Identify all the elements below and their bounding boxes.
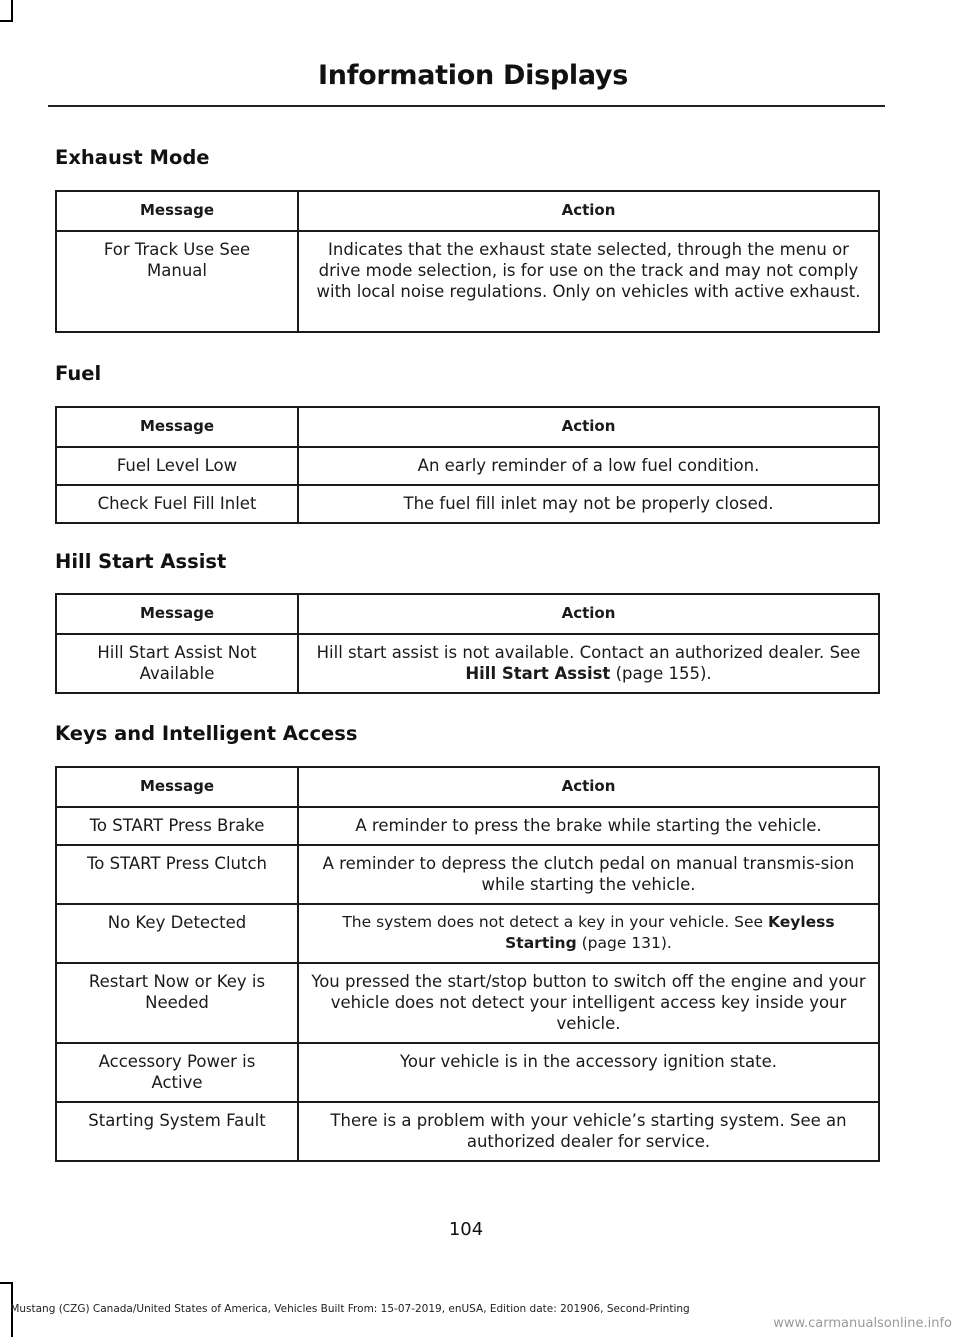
section-title-exhaust-mode: Exhaust Mode (55, 146, 210, 169)
table-row (56, 807, 879, 845)
action-cell: The fuel fill inlet may not be properly closed. (298, 485, 879, 523)
column-header-action: Action (298, 594, 879, 634)
watermark: www.carmanualsonline.info (773, 1316, 952, 1331)
message-cell: To START Press Clutch (56, 845, 298, 904)
cross-reference-link[interactable]: Hill Start Assist (465, 664, 611, 683)
crop-mark-top-left (11, 0, 13, 22)
header-divider (48, 105, 885, 107)
column-header-action: Action (298, 767, 879, 807)
message-cell: No Key Detected (56, 904, 298, 963)
crop-mark-top-left-h (0, 20, 13, 22)
cross-reference-link[interactable]: Keyless Starting (505, 913, 835, 952)
table-header-row (56, 407, 879, 447)
message-cell: Restart Now or Key is Needed (56, 963, 298, 1043)
column-header-message: Message (56, 191, 298, 231)
section-title-hill-start-assist: Hill Start Assist (55, 550, 227, 573)
message-cell: Hill Start Assist Not Available (56, 634, 298, 693)
section-title-fuel: Fuel (55, 362, 102, 385)
action-cell: Your vehicle is in the accessory ignition state. (298, 1043, 879, 1102)
action-cell: An early reminder of a low fuel condition. (298, 447, 879, 485)
column-header-action: Action (298, 407, 879, 447)
page-reference: (page 131). (581, 934, 672, 952)
column-header-message: Message (56, 407, 298, 447)
action-text: The system does not detect a key in your vehicle. (342, 913, 730, 931)
table-row (56, 447, 879, 485)
footer-edition-info: Mustang (CZG) Canada/United States of America, Vehicles Built From: 15-07-2019, enUSA, Edition date: 201906, Second-Printing (10, 1303, 690, 1315)
column-header-action: Action (298, 191, 879, 231)
message-cell: Fuel Level Low (56, 447, 298, 485)
table-fuel (55, 406, 880, 524)
table-row (56, 231, 879, 332)
see-text: See (829, 643, 861, 662)
table-header-row (56, 767, 879, 807)
table-exhaust-mode (55, 190, 880, 333)
table-row (56, 634, 879, 693)
message-cell: To START Press Brake (56, 807, 298, 845)
action-cell: There is a problem with your vehicle’s starting system. See an authorized dealer for service. (298, 1102, 879, 1161)
page-reference: (page 155). (615, 664, 712, 683)
table-header-row (56, 594, 879, 634)
column-header-message: Message (56, 594, 298, 634)
table-row (56, 485, 879, 523)
table-hill-start-assist (55, 593, 880, 694)
action-cell: You pressed the start/stop button to switch off the engine and your vehicle does not detect your intelligent access key inside your vehicle. (298, 963, 879, 1043)
action-cell: A reminder to press the brake while starting the vehicle. (298, 807, 879, 845)
message-cell: For Track Use See Manual (56, 231, 298, 332)
action-cell (298, 634, 879, 693)
table-row (56, 845, 879, 904)
action-cell: Indicates that the exhaust state selected, through the menu or drive mode selection, is for use on the track and may not comply with local noise regulations. Only on vehicles with active exhaust. (298, 231, 879, 332)
message-cell: Check Fuel Fill Inlet (56, 485, 298, 523)
column-header-message: Message (56, 767, 298, 807)
see-text: See (734, 913, 764, 931)
action-cell (298, 904, 879, 963)
message-cell: Accessory Power is Active (56, 1043, 298, 1102)
crop-mark-bottom-left-h (0, 1282, 13, 1284)
table-row (56, 963, 879, 1043)
table-row (56, 1043, 879, 1102)
table-header-row (56, 191, 879, 231)
section-title-keys-intelligent-access: Keys and Intelligent Access (55, 722, 358, 745)
page-number: 104 (448, 1219, 484, 1240)
table-row (56, 904, 879, 963)
table-keys-intelligent-access (55, 766, 880, 1162)
action-cell: A reminder to depress the clutch pedal on manual transmis-sion while starting the vehicle. (298, 845, 879, 904)
message-cell: Starting System Fault (56, 1102, 298, 1161)
page-title: Information Displays (318, 60, 628, 91)
table-row (56, 1102, 879, 1161)
action-text: Hill start assist is not available. Contact an authorized dealer. (316, 643, 825, 662)
